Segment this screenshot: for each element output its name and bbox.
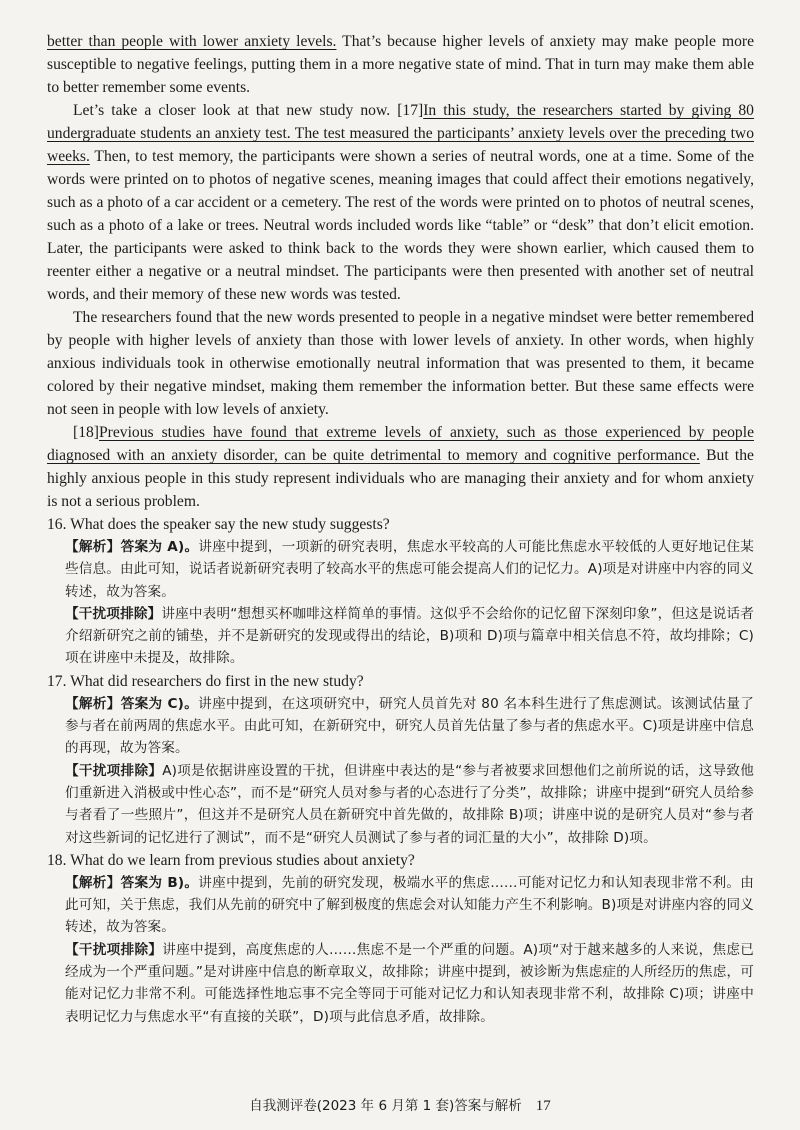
paragraph-text: That’s because higher levels of anxiety may make people more susceptible to negative feelings, putting them in a more negative state of mind. That in turn may make them able to better remember some events.: [47, 33, 754, 96]
passage-paragraph-4: [47, 421, 754, 513]
underlined-sentence: Previous studies have found that extreme levels of anxiety, such as those experienced by people diagnosed with an anxiety disorder, can be quite detrimental to memory and cognitive performance.: [47, 424, 754, 464]
analysis-text: 讲座中提到，一项新的研究表明，焦虑水平较高的人可能比焦虑水平较低的人更好地记住某些信息。由此可知，说话者说新研究表明了较高水平的焦虑可能会提高人们的记忆力。A)项是对讲座中内容的同义转述，故为答案。: [65, 539, 754, 600]
analysis-paragraph: [47, 872, 754, 939]
passage-paragraph-2: [47, 99, 754, 306]
passage-paragraph-1: [47, 30, 754, 99]
paragraph-text: But the highly anxious people in this study represent individuals who are managing their anxiety and for whom anxiety is not a serious problem.: [47, 447, 754, 510]
question-block-17: [47, 670, 754, 849]
question-text: 17. What did researchers do first in the new study?: [47, 672, 364, 690]
analysis-label: 【解析】答案为 A)。: [65, 539, 199, 555]
question-block-18: [47, 849, 754, 1028]
distractor-paragraph: [47, 939, 754, 1028]
analysis-label: 【解析】答案为 B)。: [65, 874, 199, 891]
question-block-16: [47, 513, 754, 670]
question-text: 16. What does the speaker say the new study suggests?: [47, 516, 390, 533]
page-footer: [0, 1094, 800, 1115]
paragraph-text: Then, to test memory, the participants were shown a series of neutral words, one at a time. Some of the words were printed on to photos of negative scenes, meaning images that could affect their emotions negatively, such as a photo of a car accident or a cemetery. The rest of the words were printed on to photos of neutral scenes, such as a photo of a lake or trees. Neutral words included words like “table” or “desk” that don’t elicit emotion. Later, the participants were asked to think back to the words they were shown earlier, which caused them to reenter either a negative or a neutral mindset. The participants were then presented with another set of neutral words, and their memory of these new words was tested.: [47, 148, 754, 303]
analysis-text: 讲座中提到，先前的研究发现，极端水平的焦虑……可能对记忆力和认知表现非常不利。由此可知，关于焦虑，我们从先前的研究中了解到极度的焦虑会对认知能力产生不利影响。B)项是对讲座内容的同义转述，故为答案。: [65, 874, 754, 936]
underlined-sentence: better than people with lower anxiety levels.: [47, 33, 337, 50]
passage-paragraph-3: The researchers found that the new words presented to people in a negative mindset were better remembered by people with higher levels of anxiety than those with lower levels of anxiety. In other words, when highly anxious individuals took in otherwise emotionally neutral information that was presented to them, it became colored by their negative mindset, making them remember the information better. But these same effects were not seen in people with low levels of anxiety.: [47, 309, 754, 418]
question-text: 18. What do we learn from previous studies about anxiety?: [47, 851, 415, 869]
page-number: 17: [535, 1098, 551, 1114]
distractor-text: 讲座中提到，高度焦虑的人……焦虑不是一个严重的问题。A)项“对于越来越多的人来说，焦虑已经成为一个严重问题。”是对讲座中信息的断章取义，故排除；讲座中提到，被诊断为焦虑症的人所经历的焦虑，可能对记忆力非常不利。可能选择性地忘事不完全等同于可能对记忆力和认知表现非常不利，故排除 C)项；讲座中表明记忆力与焦虑水平“有直接的关联”，D)项与此信息矛盾，故排除。: [65, 941, 754, 1025]
paragraph-text: [18]: [73, 424, 99, 441]
analysis-paragraph: [47, 536, 754, 603]
underlined-sentence: In this study, the researchers started by giving 80 undergraduate students an anxiety test. The test measured the participants’ anxiety levels over the preceding two weeks.: [47, 102, 754, 165]
analysis-paragraph: [47, 693, 754, 760]
distractor-paragraph: [47, 760, 754, 849]
distractor-paragraph: [47, 603, 754, 670]
analysis-label: 【解析】答案为 C)。: [65, 695, 199, 712]
distractor-text: 讲座中表明“想想买杯咖啡这样简单的事情。这似乎不会给你的记忆留下深刻印象”，但这是说话者介绍新研究之前的铺垫，并不是新研究的发现或得出的结论，B)项和 D)项与篇章中相关信息不符，故均排除；C)项在讲座中未提及，故排除。: [65, 605, 754, 667]
distractor-text: A)项是依据讲座设置的干扰，但讲座中表达的是“参与者被要求回想他们之前所说的话，这导致他们重新进入消极或中性心态”，而不是“研究人员对参与者的心态进行了分类”，故排除；讲座中提到“研究人员给参与者看了一些照片”，但这并不是研究人员在新研究中首先做的，故排除 B)项；讲座中说的是研究人员对“参与者对这些新词的记忆进行了测试”，而不是“研究人员测试了参与者的词汇量的大小”，故排除 D)项。: [65, 762, 754, 846]
distractor-label: 【干扰项排除】: [65, 762, 163, 779]
distractor-label: 【干扰项排除】: [65, 605, 162, 622]
paragraph-text: Let’s take a closer look at that new study now. [17]: [73, 102, 424, 119]
distractor-label: 【干扰项排除】: [65, 941, 163, 958]
footer-title: 自我测评卷(2023 年 6 月第 1 套)答案与解析: [249, 1098, 522, 1114]
analysis-text: 讲座中提到，在这项研究中，研究人员首先对 80 名本科生进行了焦虑测试。该测试估量了参与者在前两周的焦虑水平。由此可知，在新研究中，研究人员首先估量了参与者的焦虑水平。C)项是讲座中信息的再现，故为答案。: [65, 695, 754, 757]
